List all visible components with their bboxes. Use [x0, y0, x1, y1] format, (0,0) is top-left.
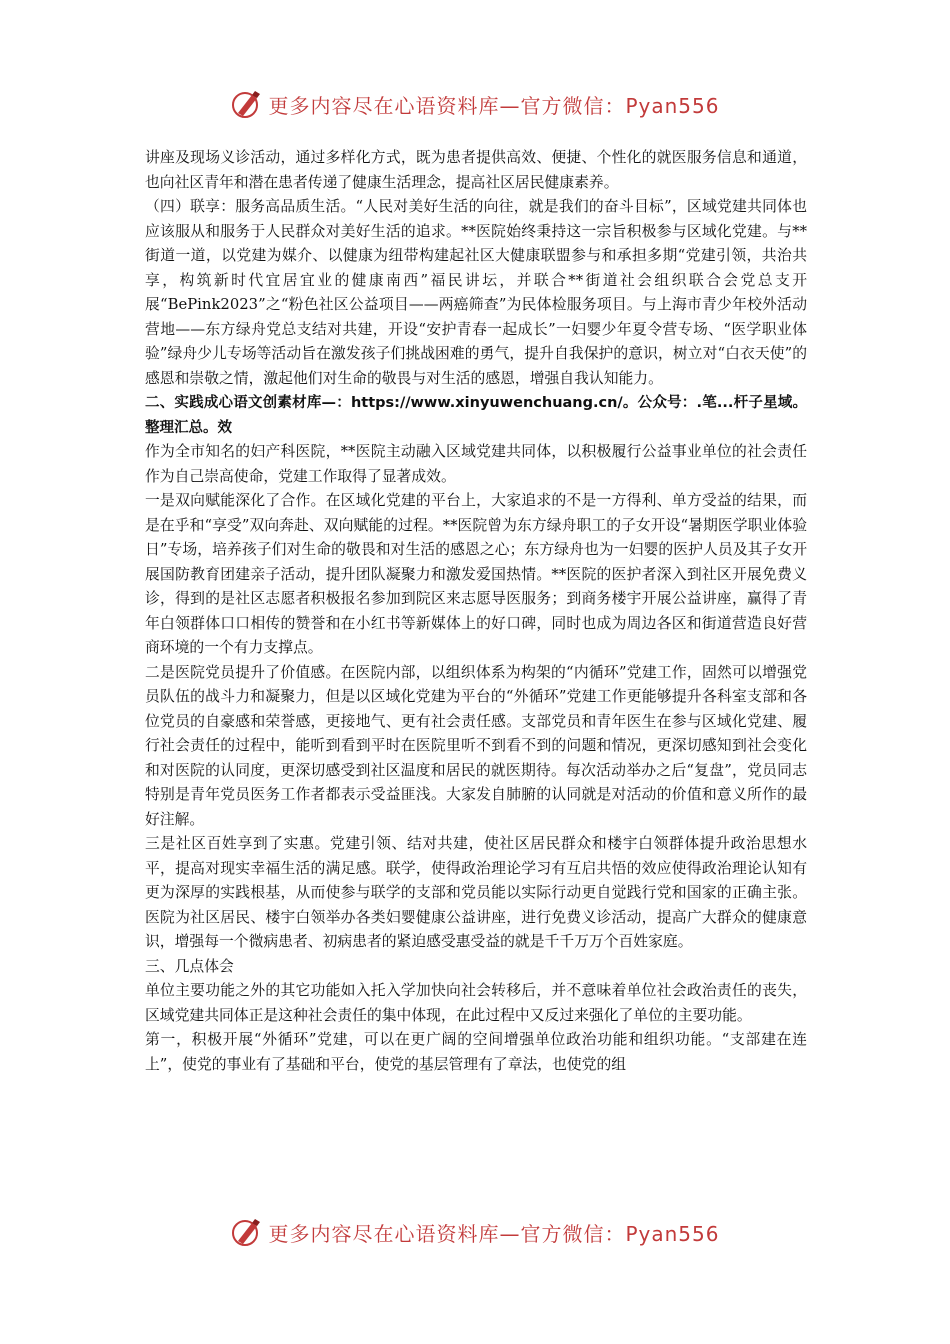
paragraph: 三是社区百姓享到了实惠。党建引领、结对共建，使社区居民群众和楼宇白领群体提升政治思想水平，提高对现实幸福生活的满足感。联学，使得政治理论学习有互启共悟的效应使得政治理论认知有更为深厚的实践根基，从而使参与联学的支部和党员能以实际行动更自觉践行党和国家的正确主张。医院为社区居民、楼宇白领举办各类妇婴健康公益讲座，进行免费义诊活动，提高广大群众的健康意识，增强每一个微病患者、初病患者的紧迫感受惠受益的就是千千万万个百姓家庭。	[145, 835, 807, 950]
paragraph: 二是医院党员提升了价值感。在医院内部，以组织体系为构架的“内循环”党建工作，固然可以增强党员队伍的战斗力和凝聚力，但是以区域化党建为平台的“外循环”党建工作更能够提升各科室支部和各位党员的自豪感和荣誉感，更接地气、更有社会责任感。支部党员和青年医生在参与区域化党建、履行社会责任的过程中，能听到看到平时在医院里听不到看不到的问题和情况，更深切感知到社会变化和对医院的认同度，更深切感受到社区温度和居民的就医期待。每次活动举办之后“复盘”，党员同志特别是青年党员医务工作者都表示受益匪浅。大家发自肺腑的认同就是对活动的价值和意义所作的最好注解。	[145, 663, 807, 828]
paragraph: 单位主要功能之外的其它功能如入托入学加快向社会转移后，并不意味着单位社会政治责任的丧失，区域党建共同体正是这种社会责任的集中体现，在此过程中又反过来强化了单位的主要功能。	[145, 982, 807, 1024]
paragraph: 作为全市知名的妇产科医院，**医院主动融入区域党建共同体，以积极履行公益事业单位的社会责任作为自己崇高使命，党建工作取得了显著成效。	[145, 443, 807, 485]
paragraph: （四）联享：服务高品质生活。“人民对美好生活的向往，就是我们的奋斗目标”，区域党建共同体也应该服从和服务于人民群众对美好生活的追求。**医院始终秉持这一宗旨积极参与区域化党建。与**街道一道，以党建为媒介、以健康为纽带构建起社区大健康联盟参与和承担多期“党建引领，共治共享，构筑新时代宜居宜业的健康南西”福民讲坛，并联合**街道社会组织联合会党总支开展“BePink2023”之“粉色社区公益项目——两癌筛查”为民体检服务项目。与上海市青少年校外活动营地——东方绿舟党总支结对共建，开设“安护青春一起成长”一妇婴少年夏令营专场、“医学职业体验”绿舟少儿专场等活动旨在激发孩子们挑战困难的勇气，提升自我保护的意识，树立对“白衣天使”的感恩和崇敬之情，激起他们对生命的敬畏与对生活的感恩，增强自我认知能力。	[145, 198, 807, 387]
header-banner	[0, 84, 950, 124]
paragraph: 一是双向赋能深化了合作。在区域化党建的平台上，大家追求的不是一方得利、单方受益的结果，而是在乎和“享受”双向奔赴、双向赋能的过程。**医院曾为东方绿舟职工的子女开设“暑期医学职业体验日”专场，培养孩子们对生命的敬畏和对生活的感恩之心；东方绿舟也为一妇婴的医护人员及其子女开展国防教育团建亲子活动，提升团队凝聚力和激发爱国热情。**医院的医护者深入到社区开展免费义诊，得到的是社区志愿者积极报名参加到院区来志愿导医服务；到商务楼宇开展公益讲座，赢得了青年白领群体口口相传的赞誉和在小红书等新媒体上的好口碑，同时也成为周边各区和街道营造良好营商环境的一个有力支撑点。	[145, 492, 807, 656]
footer-banner-text: 更多内容尽在心语资料库—官方微信：Pyan556	[268, 1221, 720, 1246]
paragraph: 第一，积极开展“外循环”党建，可以在更广阔的空间增强单位政治功能和组织功能。“支部建在连上”，使党的事业有了基础和平台，使党的基层管理有了章法，也使党的组	[145, 1031, 807, 1073]
footer-banner	[0, 1212, 950, 1252]
pen-logo-icon	[230, 87, 264, 121]
section-heading: 三、几点体会	[145, 957, 234, 975]
header-banner-text: 更多内容尽在心语资料库—官方微信：Pyan556	[268, 93, 720, 118]
document-body	[145, 146, 807, 1077]
pen-logo-icon	[230, 1215, 264, 1249]
paragraph: 讲座及现场义诊活动，通过多样化方式，既为患者提供高效、便捷、个性化的就医服务信息和通道，也向社区青年和潜在患者传递了健康生活理念，提高社区居民健康素养。	[145, 149, 807, 191]
section-heading: 二、实践成心语文创素材库—：https://www.xinyuwenchuang.cn/。公众号：.笔...杆子星域。整理汇总。效	[145, 395, 807, 436]
